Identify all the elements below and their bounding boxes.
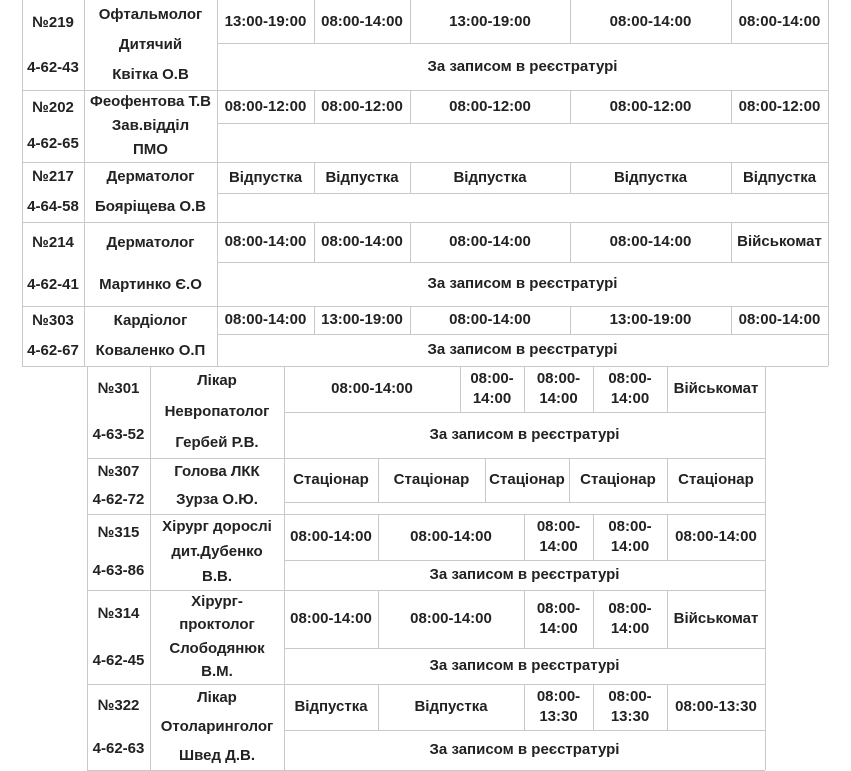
grid-line	[667, 590, 668, 648]
day-cell	[667, 684, 765, 730]
doctor-line: Коваленко О.П	[95, 342, 206, 359]
doctor-line: Дерматолог	[106, 234, 195, 251]
day-cell	[667, 590, 765, 648]
schedule-time-text: 13:30	[539, 708, 578, 725]
schedule-time-text: Військомат	[673, 610, 759, 627]
day-cell	[667, 366, 765, 412]
room-cell	[87, 590, 150, 684]
schedule-time-text: 13:30	[610, 708, 650, 725]
day-cell	[524, 514, 593, 560]
phone-number: 4-62-45	[92, 651, 145, 669]
day-cell	[378, 458, 485, 502]
schedule-time-text: 08:00-14:00	[290, 610, 372, 627]
schedule-time-text: 08:00-14:00	[609, 233, 692, 250]
day-cell	[667, 458, 765, 502]
schedule-time-text: Стаціонар	[489, 471, 565, 488]
doctor-cell	[150, 590, 284, 684]
schedule-time-text: 08:00-12:00	[321, 97, 403, 115]
room-cell	[87, 514, 150, 590]
schedule-time-text: Стаціонар	[678, 471, 754, 488]
grid-line	[284, 366, 285, 770]
note-cell	[284, 412, 765, 458]
room-number: №202	[32, 99, 74, 116]
schedule-time-text: 08:00-13:30	[675, 698, 757, 715]
room-number: №315	[97, 524, 140, 541]
grid-line	[87, 590, 765, 591]
grid-line	[284, 412, 765, 413]
day-cell	[284, 514, 378, 560]
day-cell	[524, 590, 593, 648]
schedule-time-text: 08:00-	[536, 370, 581, 387]
doctor-line: проктолог	[179, 616, 255, 634]
day-cell	[593, 366, 667, 412]
day-cell	[524, 366, 593, 412]
grid-line	[593, 590, 594, 648]
doctor-cell	[150, 514, 284, 590]
schedule-time-text: 08:00-14:00	[675, 528, 757, 545]
doctor-line: дит.Дубенко	[171, 542, 263, 560]
day-cell	[378, 684, 524, 730]
schedule-time-text: 08:00-14:00	[331, 380, 413, 397]
grid-line	[284, 502, 765, 503]
schedule-time-text: Стаціонар	[293, 471, 369, 488]
schedule-time-text: Військомат	[673, 380, 759, 397]
day-cell	[460, 366, 524, 412]
schedule-time-text: 08:00-12:00	[738, 97, 821, 115]
schedule-time-text: 08:00-14:00	[321, 12, 403, 30]
grid-line	[569, 458, 570, 502]
grid-line	[284, 560, 765, 561]
schedule-time-text: Стаціонар	[393, 471, 470, 488]
day-cell	[378, 514, 524, 560]
room-number: №219	[32, 13, 74, 31]
room-number: №301	[97, 380, 140, 397]
grid-line	[378, 514, 379, 560]
schedule-time-text: 14:00	[539, 538, 578, 555]
schedule-time-text: Відпустка	[742, 168, 817, 186]
grid-line	[87, 366, 88, 770]
phone-number: 4-63-52	[92, 426, 145, 443]
room-number: №214	[32, 234, 74, 251]
grid-line	[524, 590, 525, 648]
schedule-time-text: 08:00-	[470, 370, 514, 387]
schedule-time-text: 13:00-19:00	[449, 12, 531, 30]
note-cell	[284, 560, 765, 590]
doctor-line: Зурза О.Ю.	[176, 491, 258, 508]
schedule-time-text: 14:00	[610, 538, 650, 555]
doctor-line: Голова ЛКК	[174, 463, 260, 480]
doctor-cell	[150, 684, 284, 770]
appointment-note: За записом в реєстратурі	[429, 741, 620, 758]
schedule-time-text: 14:00	[472, 390, 512, 407]
room-cell	[87, 366, 150, 458]
schedule-time-text: 08:00-14:00	[410, 610, 492, 627]
day-cell	[569, 458, 667, 502]
grid-line	[765, 366, 766, 770]
day-cell	[284, 366, 460, 412]
schedule-time-text: 08:00-	[608, 518, 652, 535]
day-cell	[593, 514, 667, 560]
day-cell	[593, 684, 667, 730]
doctor-line: Бояріщева О.В	[94, 198, 207, 215]
schedule-time-text: Відпустка	[453, 168, 527, 186]
room-number: №307	[97, 463, 140, 480]
grid-line	[87, 684, 765, 685]
doctor-line: Квітка О.В	[112, 66, 189, 83]
grid-line	[485, 458, 486, 502]
grid-line	[378, 590, 379, 648]
phone-number: 4-62-41	[27, 276, 79, 293]
day-cell	[667, 514, 765, 560]
doctor-line: Швед Д.В.	[179, 746, 255, 764]
schedule-time-text: 08:00-14:00	[738, 12, 821, 30]
phone-number: 4-62-72	[92, 491, 145, 508]
schedule-time-text: 14:00	[539, 390, 578, 407]
appointment-note: За записом в реєстратурі	[427, 275, 618, 292]
schedule-time-text: Стаціонар	[580, 471, 656, 488]
appointment-note: За записом в реєстратурі	[429, 566, 620, 583]
day-cell	[284, 458, 378, 502]
schedule-time-text: 08:00-	[536, 688, 581, 705]
doctor-line: Дерматолог	[106, 168, 195, 185]
appointment-note: За записом в реєстратурі	[427, 341, 618, 358]
doctor-cell	[150, 366, 284, 458]
day-cell	[485, 458, 569, 502]
grid-line	[593, 514, 594, 560]
schedule-time-text: 14:00	[539, 620, 578, 637]
schedule-time-text: Відпустка	[228, 168, 303, 186]
grid-line	[524, 366, 525, 412]
phone-number: 4-64-58	[27, 198, 79, 215]
schedule-time-text: 08:00-14:00	[321, 233, 403, 250]
day-cell	[378, 590, 524, 648]
schedule-time-text: 08:00-	[536, 600, 581, 617]
doctor-line: Кардіолог	[113, 312, 188, 329]
grid-line	[284, 648, 765, 649]
schedule-time-text: Відпустка	[325, 168, 399, 186]
doctor-line: Хірург-	[191, 592, 243, 610]
phone-number: 4-62-63	[92, 739, 145, 757]
schedule-time-text: Відпустка	[414, 698, 488, 715]
schedule-time-text: 08:00-	[608, 688, 652, 705]
grid-line	[87, 514, 765, 515]
schedule-time-text: 08:00-12:00	[224, 97, 307, 115]
grid-line	[524, 514, 525, 560]
appointment-note: За записом в реєстратурі	[429, 426, 620, 443]
schedule-time-text: Відпустка	[613, 168, 688, 186]
grid-line	[667, 684, 668, 730]
doctor-line: Хірург дорослі	[162, 517, 272, 535]
doctor-line: Офтальмолог	[98, 6, 203, 23]
schedule-time-text: 08:00-12:00	[609, 97, 692, 115]
doctor-line: В.М.	[201, 663, 233, 681]
phone-number: 4-62-43	[27, 58, 79, 76]
schedule-time-text: 08:00-14:00	[410, 528, 492, 545]
note-cell	[284, 648, 765, 684]
doctor-line: ПМО	[133, 141, 168, 158]
note-cell	[284, 730, 765, 770]
grid-line	[593, 684, 594, 730]
room-number: №322	[97, 696, 140, 714]
schedule-time-text: 08:00-12:00	[449, 97, 531, 115]
grid-line	[284, 730, 765, 731]
room-cell	[87, 684, 150, 770]
grid-line	[150, 366, 151, 770]
schedule-time-text: 08:00-14:00	[609, 12, 692, 30]
doctor-cell	[150, 458, 284, 514]
schedule-time-text: 14:00	[610, 390, 650, 407]
day-cell	[524, 684, 593, 730]
doctor-line: Мартинко Є.О	[99, 276, 202, 293]
doctor-line: Отоларинголог	[160, 717, 274, 735]
grid-line	[667, 458, 668, 502]
doctor-line: Слободянюк	[169, 639, 265, 657]
schedule-time-text: Відпустка	[294, 698, 368, 715]
schedule-time-text: 13:00-19:00	[609, 311, 692, 328]
doctor-line: Зав.відділ	[111, 117, 190, 134]
schedule-time-text: 08:00-14:00	[449, 311, 531, 328]
day-cell	[284, 590, 378, 648]
room-number: №217	[32, 168, 74, 185]
grid-line	[667, 366, 668, 412]
doctor-line: Невропатолог	[164, 402, 270, 420]
grid-line	[87, 458, 765, 459]
room-number: №314	[97, 604, 140, 622]
doctor-line: Феофентова Т.В	[90, 93, 211, 110]
schedule-time-text: 14:00	[610, 620, 650, 637]
doctor-line: Лікар	[197, 689, 237, 707]
schedule-time-text: Військомат	[737, 233, 822, 250]
schedule-time-text: 08:00-	[608, 370, 652, 387]
grid-line	[460, 366, 461, 412]
phone-number: 4-62-65	[27, 135, 79, 152]
grid-line	[378, 458, 379, 502]
phone-number: 4-62-67	[27, 342, 79, 359]
appointment-note: За записом в реєстратурі	[427, 57, 618, 75]
grid-line	[593, 366, 594, 412]
doctor-line: Гербей Р.В.	[175, 433, 259, 451]
schedule-time-text: 08:00-14:00	[290, 528, 372, 545]
schedule-time-text: 08:00-14:00	[738, 311, 821, 328]
schedule-time-text: 08:00-	[608, 600, 652, 617]
appointment-note: За записом в реєстратурі	[429, 657, 620, 674]
schedule-time-text: 08:00-14:00	[449, 233, 531, 250]
doctor-line: В.В.	[202, 568, 232, 586]
grid-line	[87, 366, 765, 367]
room-number: №303	[32, 312, 74, 329]
day-cell	[593, 590, 667, 648]
schedule-time-text: 08:00-	[536, 518, 581, 535]
schedule-time-text: 08:00-14:00	[224, 311, 307, 328]
phone-number: 4-63-86	[92, 562, 145, 579]
room-cell	[87, 458, 150, 514]
grid-line	[667, 514, 668, 560]
grid-line	[378, 684, 379, 730]
doctor-line: Лікар	[197, 372, 237, 390]
note-cell	[284, 502, 765, 514]
schedule-time-text: 08:00-14:00	[224, 233, 307, 250]
grid-line	[524, 684, 525, 730]
schedule-time-text: 13:00-19:00	[224, 12, 307, 30]
day-cell	[284, 684, 378, 730]
schedule-time-text: 13:00-19:00	[321, 311, 403, 328]
doctor-line: Дитячий	[118, 36, 183, 53]
